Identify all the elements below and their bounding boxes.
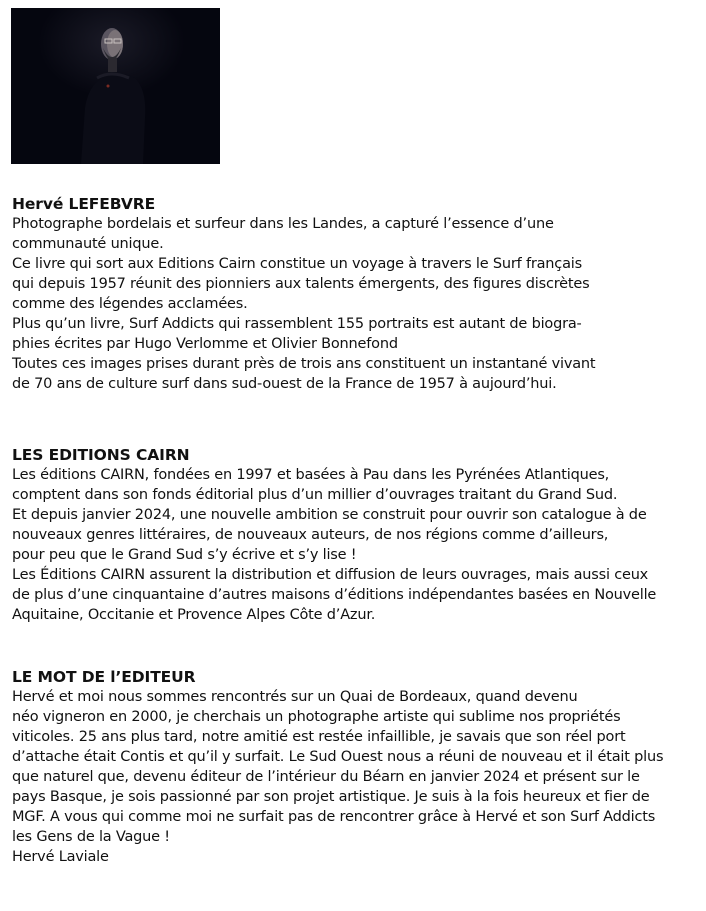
portrait-photo	[11, 8, 220, 164]
editions-line: nouveaux genres littéraires, de nouveaux auteurs, de nos régions comme d’ailleurs,	[12, 527, 609, 543]
editor-word-line: néo vigneron en 2000, je cherchais un photographe artiste qui sublime nos propriétés	[12, 709, 621, 725]
editor-word-line: Hervé et moi nous sommes rencontrés sur un Quai de Bordeaux, quand devenu	[12, 689, 578, 705]
editor-word-line: pays Basque, je sois passionné par son projet artistique. Je suis à la fois heureux et fier de	[12, 789, 650, 805]
bio-line: phies écrites par Hugo Verlomme et Olivier Bonnefond	[12, 336, 398, 352]
bio-line: Plus qu’un livre, Surf Addicts qui rassemblent 155 portraits est autant de biogra-	[12, 316, 582, 332]
bio-line: Ce livre qui sort aux Editions Cairn constitue un voyage à travers le Surf français	[12, 256, 582, 272]
editions-line: Et depuis janvier 2024, une nouvelle ambition se construit pour ouvrir son catalogue à de	[12, 507, 647, 523]
editor-word-heading: LE MOT DE l’EDITEUR	[12, 668, 196, 686]
editor-word-line: que naturel que, devenu éditeur de l’intérieur du Béarn en janvier 2024 et présent sur le	[12, 769, 640, 785]
bio-heading: Hervé LEFEBVRE	[12, 195, 156, 213]
portrait-illustration	[11, 8, 220, 164]
editions-section	[12, 445, 692, 625]
bio-line: comme des légendes acclamées.	[12, 296, 248, 312]
editor-word-line: viticoles. 25 ans plus tard, notre amitié est restée infaillible, je savais que son réel port	[12, 729, 626, 745]
editions-line: pour peu que le Grand Sud s’y écrive et s’y lise !	[12, 547, 357, 563]
bio-line: de 70 ans de culture surf dans sud-ouest de la France de 1957 à aujourd’hui.	[12, 376, 557, 392]
bio-line: Toutes ces images prises durant près de trois ans constituent un instantané vivant	[12, 356, 596, 372]
bio-line: Photographe bordelais et surfeur dans les Landes, a capturé l’essence d’une	[12, 216, 554, 232]
editor-word-line: MGF. A vous qui comme moi ne surfait pas de rencontrer grâce à Hervé et son Surf Addicts	[12, 809, 656, 825]
editor-word-line: les Gens de la Vague !	[12, 829, 170, 845]
editor-word-line: d’attache était Contis et qu’il y surfait. Le Sud Ouest nous a réuni de nouveau et il était plus	[12, 749, 664, 765]
editions-line: Aquitaine, Occitanie et Provence Alpes Côte d’Azur.	[12, 607, 376, 623]
editor-signature: Hervé Laviale	[12, 849, 109, 865]
editions-line: comptent dans son fonds éditorial plus d’un millier d’ouvrages traitant du Grand Sud.	[12, 487, 618, 503]
bio-line: qui depuis 1957 réunit des pionniers aux talents émergents, des figures discrètes	[12, 276, 590, 292]
editions-line: Les éditions CAIRN, fondées en 1997 et basées à Pau dans les Pyrénées Atlantiques,	[12, 467, 610, 483]
editions-line: de plus d’une cinquantaine d’autres maisons d’éditions indépendantes basées en Nouvelle	[12, 587, 657, 603]
bio-line: communauté unique.	[12, 236, 164, 252]
bio-section	[12, 194, 692, 394]
editor-word-section	[12, 667, 692, 867]
editions-heading: LES EDITIONS CAIRN	[12, 446, 190, 464]
editions-line: Les Éditions CAIRN assurent la distribution et diffusion de leurs ouvrages, mais aussi ceux	[12, 567, 649, 583]
